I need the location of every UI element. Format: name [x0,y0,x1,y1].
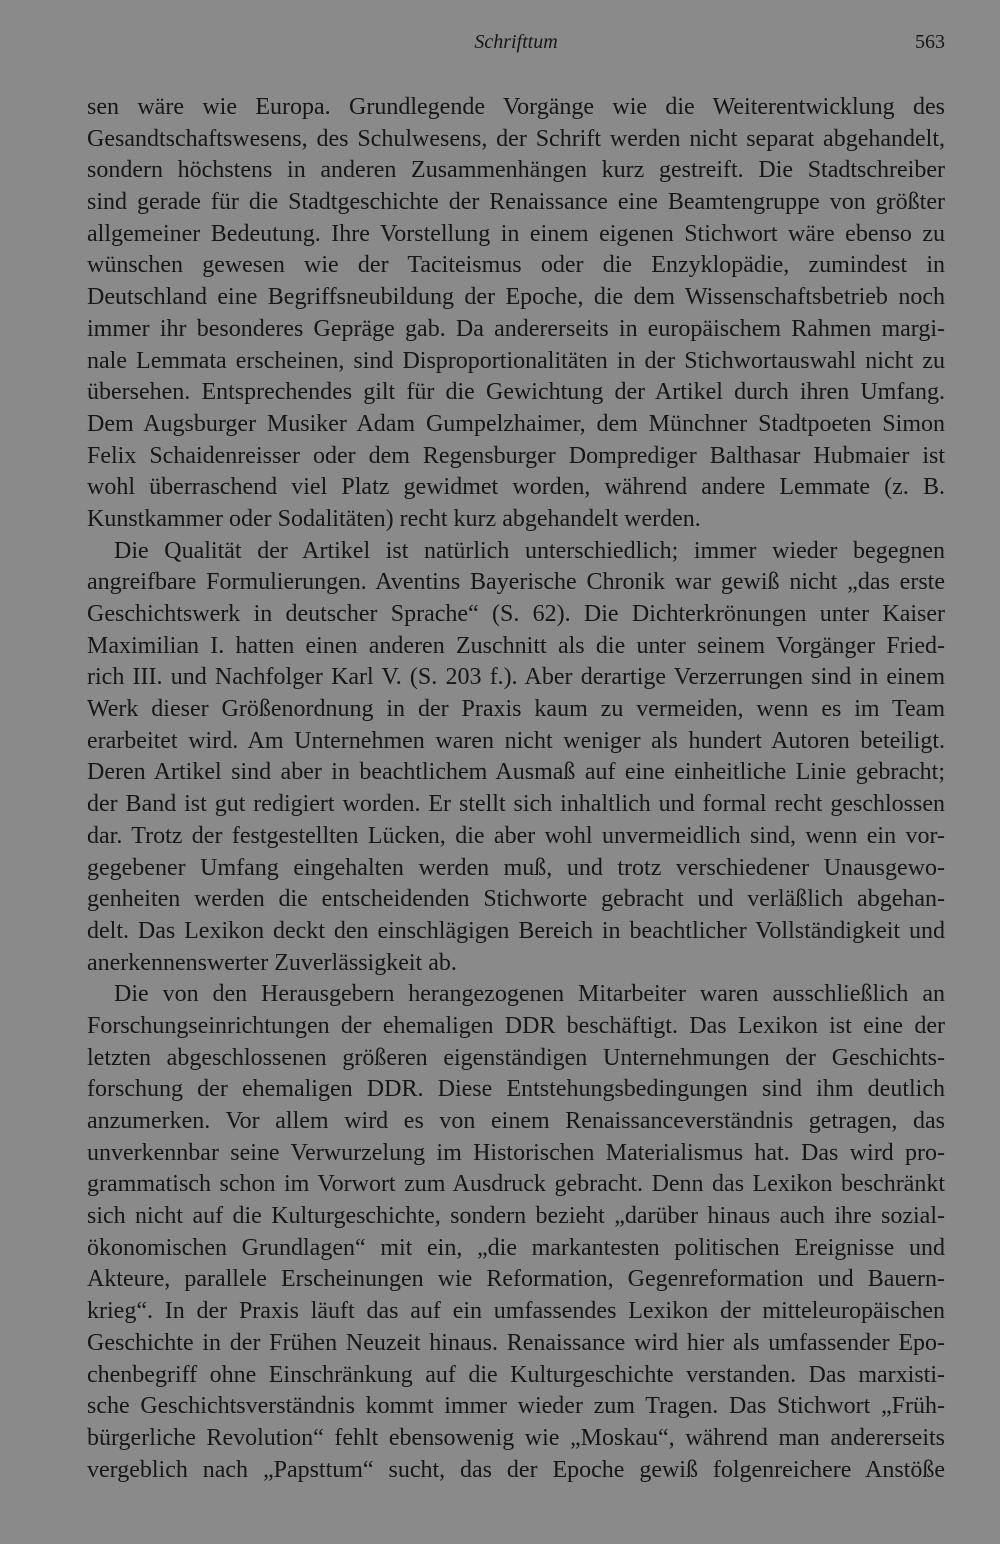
paragraph [87,92,945,536]
text-line: Geschichtswerk in deutscher Sprache“ (S. 62). Die Dichterkrönungen unter Kaiser [87,601,945,627]
text-line: Kunstkammer oder Sodalitäten) recht kurz abgehandelt werden. [87,505,701,532]
text-line: Akteure, parallele Erscheinungen wie Reformation, Gegenreformation und Bauern- [87,1266,945,1293]
running-head: Schrifttum [474,31,558,53]
text-line: vergeblich nach „Papsttum“ sucht, das der Epoche gewiß folgenreichere Anstöße [87,1456,945,1483]
page-header [87,28,945,56]
text-line: sich nicht auf die Kulturgeschichte, sondern bezieht „darüber hinaus auch ihre sozial- [87,1203,945,1230]
text-line: chenbegriff ohne Einschränkung auf die Kulturgeschichte verstanden. Das marxisti- [87,1361,945,1388]
text-line: anzumerken. Vor allem wird es von einem Renaissanceverständnis getragen, das [87,1108,945,1134]
text-line: bürgerliche Revolution“ fehlt ebensowenig wie „Moskau“, während man andererseits [87,1424,945,1451]
text-line: Maximilian I. hatten einen anderen Zuschnitt als die unter seinem Vorgänger Fried- [87,632,945,659]
text-line: ökonomischen Grundlagen“ mit ein, „die markantesten politischen Ereignisse und [87,1234,945,1261]
text-line: Dem Augsburger Musiker Adam Gumpelzhaimer, dem Münchner Stadtpoeten Simon [87,410,945,437]
text-line: gegebener Umfang eingehalten werden muß, und trotz verschiedener Unausgewo- [87,854,945,881]
body-text [87,92,945,1486]
text-line: Werk dieser Größenordnung in der Praxis kaum zu vermeiden, wenn es im Team [87,696,945,723]
text-line: der Band ist gut redigiert worden. Er stellt sich inhaltlich und formal recht geschlossen [87,791,945,818]
text-line: Die von den Herausgebern herangezogenen Mitarbeiter waren ausschließlich an [114,981,945,1008]
text-line: Deren Artikel sind aber in beachtlichem Ausmaß auf eine einheitliche Linie gebracht; [87,759,945,786]
text-line: dar. Trotz der festgestellten Lücken, die aber wohl unvermeidlich sind, wenn ein vor- [87,822,945,849]
text-line: rich III. und Nachfolger Karl V. (S. 203 f.). Aber derartige Verzerrungen sind in einem [87,664,945,691]
text-line: Forschungseinrichtungen der ehemaligen DDR beschäftigt. Das Lexikon ist eine der [87,1012,945,1039]
text-line: letzten abgeschlossenen größeren eigenständigen Unternehmungen der Geschichts- [87,1044,945,1071]
text-line: Deutschland eine Begriffsneubildung der Epoche, die dem Wissenschaftsbetrieb noch [87,284,945,311]
text-line: forschung der ehemaligen DDR. Diese Entstehungsbedingungen sind ihm deutlich [87,1076,945,1103]
text-line: Geschichte in der Frühen Neuzeit hinaus. Renaissance wird hier als umfassender Epo- [87,1329,945,1356]
text-line: grammatisch schon im Vorwort zum Ausdruck gebracht. Denn das Lexikon beschränkt [87,1171,945,1198]
paragraph [87,979,945,1486]
text-line: unverkennbar seine Verwurzelung im Historischen Materialismus hat. Das wird pro- [87,1139,945,1166]
text-line: angreifbare Formulierungen. Aventins Bayerische Chronik war gewiß nicht „das erste [87,569,945,596]
text-line: übersehen. Entsprechendes gilt für die Gewichtung der Artikel durch ihren Umfang. [87,379,945,406]
text-line: allgemeiner Bedeutung. Ihre Vorstellung in einem eigenen Stichwort wäre ebenso zu [87,220,945,247]
text-line: krieg“. In der Praxis läuft das auf ein umfassendes Lexikon der mitteleuropäischen [87,1298,945,1325]
paragraph [87,536,945,980]
page-number: 563 [915,31,945,53]
text-line: immer ihr besonderes Gepräge gab. Da andererseits in europäischem Rahmen margi- [87,315,945,342]
text-line: Felix Schaidenreisser oder dem Regensburger Domprediger Balthasar Hubmaier ist [87,442,945,469]
text-line: erarbeitet wird. Am Unternehmen waren nicht weniger als hundert Autoren beteiligt. [87,727,945,754]
text-line: genheiten werden die entscheidenden Stichworte gebracht und verläßlich abgehan- [87,886,945,913]
text-line: sind gerade für die Stadtgeschichte der Renaissance eine Beamtengruppe von größter [87,189,945,216]
text-line: sche Geschichtsverständnis kommt immer wieder zum Tragen. Das Stichwort „Früh- [87,1393,945,1420]
text-line: delt. Das Lexikon deckt den einschlägigen Bereich in beachtlicher Vollständigkeit und [87,917,945,944]
text-line: Gesandtschaftswesens, des Schulwesens, der Schrift werden nicht separat abgehandelt, [87,125,945,152]
text-line: Die Qualität der Artikel ist natürlich unterschiedlich; immer wieder begegnen [114,537,945,564]
text-line: sen wäre wie Europa. Grundlegende Vorgänge wie die Weiterentwicklung des [87,94,945,120]
text-line: wohl überraschend viel Platz gewidmet worden, während andere Lemmate (z. B. [87,474,945,501]
text-line: sondern höchstens in anderen Zusammenhängen kurz gestreift. Die Stadtschreiber [87,157,945,184]
text-line: wünschen gewesen wie der Taciteismus oder die Enzyklopädie, zumindest in [87,252,945,279]
text-line: nale Lemmata erscheinen, sind Disproportionalitäten in der Stichwortauswahl nicht zu [87,347,945,374]
text-line: anerkennenswerter Zuverlässigkeit ab. [87,949,457,976]
